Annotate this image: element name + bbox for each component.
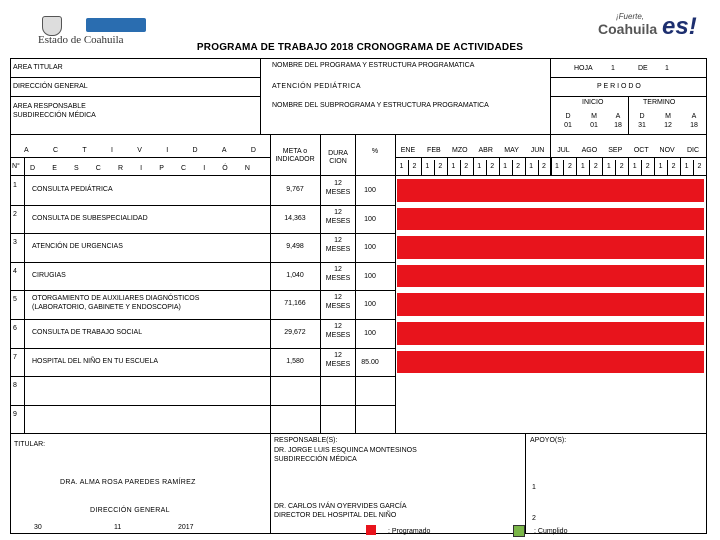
duracion-header: DURA CION [328, 150, 348, 165]
row-duration-unit: MESES [325, 332, 351, 339]
inicio-m-value: 01 [590, 122, 598, 129]
logo-right [590, 12, 705, 46]
apoyo-label: APOYO(S): [530, 437, 567, 444]
descripcion-letter: C [95, 165, 101, 172]
logo-left-text: Estado de Coahuila [38, 34, 124, 46]
row-percent: 100 [364, 301, 376, 309]
titular-label: TITULAR: [14, 441, 46, 448]
grid-line [10, 348, 395, 349]
month-header: MZO [452, 147, 468, 154]
row-programado-bar [397, 265, 704, 288]
descripcion-letter: C [181, 165, 187, 172]
row-percent: 100 [364, 244, 376, 252]
row-description-2: (LABORATORIO, GABINETE Y ENDOSCOPIA) [32, 304, 181, 312]
row-meta: 14,363 [284, 214, 306, 222]
row-percent: 100 [364, 215, 376, 223]
termino-a-value: 18 [690, 122, 698, 129]
responsables-label: RESPONSABLE(S): [274, 437, 338, 444]
row-duration-value: 12 [334, 180, 342, 187]
grid-line [551, 157, 552, 175]
grid-line [421, 157, 422, 175]
row-number: 7 [13, 353, 17, 361]
meta-header: META o INDICADOR [275, 148, 315, 163]
half-header: 1 [425, 163, 430, 170]
row-duration-value: 12 [334, 265, 342, 273]
nombre-programa-label: NOMBRE DEL PROGRAMA Y ESTRUCTURA PROGRAMATICA [272, 62, 475, 69]
row-number: 4 [13, 267, 17, 275]
descripcion-letter: I [203, 165, 206, 172]
grid-line [602, 157, 603, 175]
date-year: 2017 [178, 524, 194, 531]
grid-line [538, 160, 539, 175]
logo-right-big: Coahuila [598, 21, 658, 37]
half-header: 1 [606, 163, 611, 170]
legend-programado-label: : Programado [388, 528, 431, 535]
month-header: NOV [659, 147, 675, 154]
grid-line [654, 157, 655, 175]
periodo-label: P E R I O D O [597, 83, 641, 90]
row-duration-value: 12 [334, 323, 342, 330]
half-header: 1 [529, 163, 533, 170]
month-header: JUL [557, 147, 570, 154]
row-number: 1 [13, 182, 17, 189]
page-title: PROGRAMA DE TRABAJO 2018 CRONOGRAMA DE ACTIVIDADES [196, 42, 524, 53]
termino-d-value: 31 [638, 122, 646, 129]
row-programado-bar [397, 179, 704, 202]
actividad-letter: A [24, 147, 29, 154]
grid-line [641, 160, 642, 175]
grid-line [408, 160, 409, 175]
row-description: CONSULTA DE SUBESPECIALIDAD [32, 214, 148, 222]
row-description: CONSULTA DE TRABAJO SOCIAL [32, 329, 143, 336]
logo-right-small: ¡Fuerte, [616, 12, 645, 21]
row-percent: 85.00 [361, 358, 379, 366]
row-percent: 100 [364, 272, 376, 280]
grid-line [460, 160, 461, 175]
num-header: N° [12, 163, 20, 170]
hoja-number: 1 [611, 65, 615, 72]
half-header: 1 [632, 163, 637, 170]
month-header: AGO [581, 147, 598, 154]
half-header: 2 [645, 163, 650, 170]
row-meta: 9,498 [286, 243, 304, 251]
row-percent: 100 [364, 187, 376, 194]
descripcion-letter: P [159, 165, 164, 172]
half-header: 1 [580, 163, 585, 170]
row-number: 5 [13, 296, 17, 304]
termino-a-label: A [691, 113, 697, 120]
titular-area: DIRECCIÓN GENERAL [90, 507, 170, 514]
grid-line [589, 160, 590, 175]
legend-cumplido-label: : Cumplido [534, 528, 568, 535]
grid-line [434, 160, 435, 175]
month-header: OCT [633, 147, 649, 154]
resp1-name: DR. JORGE LUIS ESQUINCA MONTESINOS [274, 447, 417, 454]
grid-line [680, 157, 681, 175]
grid-line [10, 205, 395, 206]
grid-line [563, 160, 564, 175]
grid-line [10, 262, 395, 263]
month-header: MAY [504, 147, 519, 154]
half-header: 1 [555, 163, 559, 170]
month-header: ENE [400, 147, 416, 154]
row-duration-unit: MESES [325, 246, 351, 254]
grid-line [10, 319, 395, 320]
atencion-pediatrica-value: ATENCIÓN PEDIÁTRICA [272, 83, 362, 90]
grid-line [628, 157, 629, 175]
actividad-letter: T [82, 147, 87, 154]
row-description: OTORGAMIENTO DE AUXILIARES DIAGNÓSTICOS [32, 295, 200, 303]
inicio-label: INICIO [582, 99, 604, 106]
row-duration-unit: MESES [325, 274, 351, 282]
row-number: 8 [13, 382, 17, 390]
descripcion-header [30, 165, 250, 175]
half-header: 2 [593, 163, 598, 170]
termino-label: TERMINO [643, 99, 676, 106]
inicio-a-value: 18 [614, 122, 622, 129]
grid-line [693, 160, 694, 175]
half-header: 2 [412, 163, 417, 170]
inicio-a-label: A [615, 113, 621, 120]
row-number: 3 [13, 239, 17, 247]
month-header: ABR [478, 147, 493, 154]
month-header: FEB [427, 147, 441, 154]
month-header: DIC [687, 147, 700, 154]
half-header: 2 [697, 163, 702, 170]
resp2-name: DR. CARLOS IVÁN OYERVIDES GARCÍA [274, 503, 407, 510]
row-programado-bar [397, 293, 704, 316]
percent-header: % [371, 148, 379, 155]
half-header: 1 [477, 163, 482, 170]
row-percent: 100 [364, 330, 376, 337]
row-duration-value: 12 [334, 351, 342, 359]
termino-m-label: M [665, 113, 671, 120]
de-number: 1 [665, 65, 669, 72]
half-header: 2 [490, 163, 495, 170]
actividad-letter: D [250, 147, 256, 154]
row-meta: 71,166 [284, 300, 306, 308]
row-programado-bar [397, 322, 704, 345]
month-header: SEP [608, 147, 623, 154]
descripcion-letter: R [117, 165, 124, 172]
logo-bar-icon [86, 18, 146, 32]
half-header: 1 [684, 163, 689, 170]
row-duration-unit: MESES [325, 189, 351, 196]
row-description: HOSPITAL DEL NIÑO EN TU ESCUELA [32, 357, 159, 365]
half-header: 2 [542, 163, 546, 170]
grid-line [10, 290, 395, 291]
direccion-general-value: DIRECCIÓN GENERAL [13, 83, 88, 90]
grid-line [525, 157, 526, 175]
actividad-letter: C [52, 147, 59, 154]
termino-m-value: 12 [664, 122, 672, 129]
inicio-d-value: 01 [564, 122, 572, 129]
month-header: JUN [530, 147, 545, 154]
termino-d-label: D [639, 113, 645, 120]
date-month: 11 [114, 524, 122, 531]
months-header [395, 147, 706, 157]
row-number: 9 [13, 410, 17, 418]
row-duration-value: 12 [334, 294, 342, 302]
half-header: 1 [503, 163, 508, 170]
row-meta: 9,767 [286, 186, 304, 193]
subdireccion-medica-value: SUBDIRECCIÓN MÉDICA [13, 112, 96, 119]
actividad-header [24, 147, 256, 157]
grid-line [473, 157, 474, 175]
coat-of-arms-icon [42, 16, 62, 36]
area-responsable-label: AREA RESPONSABLE [13, 103, 86, 110]
row-duration-value: 12 [334, 237, 342, 245]
half-header: 2 [619, 163, 624, 170]
logo-right-es: es! [662, 13, 697, 40]
inicio-m-label: M [591, 113, 597, 120]
row-programado-bar [397, 208, 704, 231]
row-description: CONSULTA PEDIÁTRICA [32, 186, 113, 193]
apoyo-2: 2 [532, 515, 536, 522]
actividad-letter: I [166, 147, 169, 154]
descripcion-letter: N [244, 165, 250, 172]
grid-line [486, 160, 487, 175]
half-header: 2 [671, 163, 676, 170]
row-number: 2 [13, 210, 17, 218]
half-header: 2 [464, 163, 469, 170]
grid-line [512, 160, 513, 175]
row-description: CIRUGIAS [32, 271, 66, 279]
half-header: 1 [399, 163, 404, 170]
descripcion-letter: S [73, 165, 79, 172]
resp2-role: DIRECTOR DEL HOSPITAL DEL NIÑO [274, 512, 397, 519]
grid-line [706, 157, 707, 175]
grid-line [10, 376, 395, 377]
grid-line [395, 157, 396, 175]
resp1-role: SUBDIRECCIÓN MÉDICA [274, 456, 357, 463]
de-label: DE [638, 65, 648, 72]
row-meta: 1,580 [286, 357, 304, 365]
grid-line [667, 160, 668, 175]
row-number: 6 [13, 325, 17, 332]
nombre-subprograma-label: NOMBRE DEL SUBPROGRAMA Y ESTRUCTURA PROGRAMATICA [272, 102, 489, 109]
actividad-letter: D [192, 147, 198, 154]
grid-line [447, 157, 448, 175]
actividad-letter: A [221, 147, 227, 154]
grid-line [10, 405, 395, 406]
half-header: 2 [438, 163, 443, 170]
half-header: 2 [567, 163, 572, 170]
row-duration-unit: MESES [325, 303, 351, 311]
actividad-letter: V [137, 147, 142, 154]
row-meta: 29,672 [284, 329, 306, 336]
descripcion-letter: E [52, 165, 57, 172]
row-meta: 1,040 [286, 271, 304, 279]
area-titular-label: AREA TITULAR [13, 64, 63, 71]
grid-line [615, 160, 616, 175]
descripcion-letter: I [140, 165, 143, 172]
row-programado-bar [397, 236, 704, 259]
descripcion-letter: D [30, 165, 36, 172]
half-header: 2 [516, 163, 521, 170]
inicio-d-label: D [565, 113, 571, 120]
half-header: 1 [451, 163, 456, 170]
row-programado-bar [397, 351, 704, 374]
descripcion-letter: Ó [222, 165, 228, 172]
row-description: ATENCIÓN DE URGENCIAS [32, 243, 123, 251]
actividad-letter: I [110, 147, 113, 154]
row-duration-unit: MESES [325, 217, 351, 225]
date-day: 30 [34, 524, 42, 531]
titular-name: DRA. ALMA ROSA PAREDES RAMÍREZ [60, 479, 196, 486]
half-header: 1 [658, 163, 663, 170]
grid-line [499, 157, 500, 175]
apoyo-1: 1 [532, 484, 536, 491]
row-duration-unit: MESES [325, 360, 351, 368]
grid-line [10, 433, 707, 434]
row-duration-value: 12 [334, 208, 342, 216]
grid-line [576, 157, 577, 175]
grid-line [10, 233, 395, 234]
hoja-label: HOJA [574, 65, 593, 72]
legend-programado-swatch [366, 525, 376, 535]
legend-cumplido-swatch [513, 525, 525, 537]
